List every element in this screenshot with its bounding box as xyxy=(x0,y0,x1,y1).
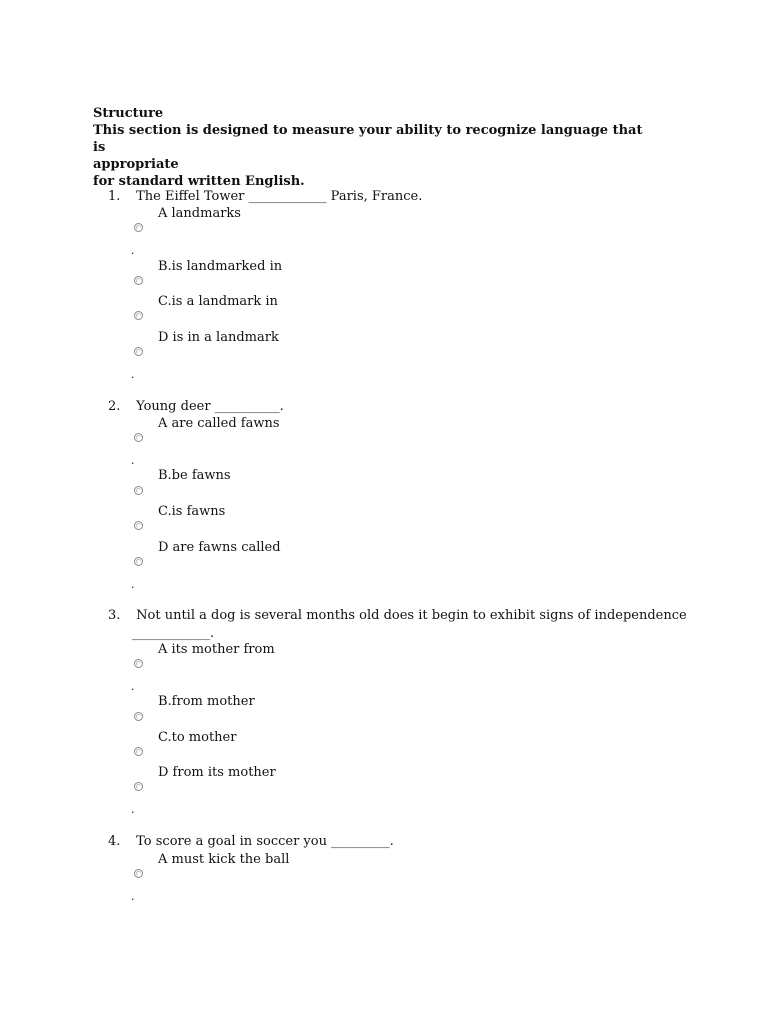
option-radio[interactable] xyxy=(134,521,143,530)
trailing-dot: . xyxy=(131,454,135,467)
question-text: Not until a dog is several months old does it begin to exhibit signs of independence xyxy=(136,608,687,623)
option-label: A are called fawns xyxy=(158,416,280,431)
option-radio[interactable] xyxy=(134,433,143,442)
option-radio[interactable] xyxy=(134,712,143,721)
section-instructions-line-2: appropriate xyxy=(93,157,179,172)
option-radio[interactable] xyxy=(134,486,143,495)
option-radio[interactable] xyxy=(134,869,143,878)
option-label: A its mother from xyxy=(158,642,275,657)
question-number: 2. xyxy=(108,399,121,414)
trailing-dot: . xyxy=(131,244,135,257)
question-text: The Eiffel Tower ____________ Paris, France. xyxy=(136,189,423,204)
trailing-dot: . xyxy=(131,368,135,381)
question-number: 1. xyxy=(108,189,121,204)
trailing-dot: . xyxy=(131,803,135,816)
section-instructions-line-3: for standard written English. xyxy=(93,174,305,189)
option-label: C.to mother xyxy=(158,730,237,745)
trailing-dot: . xyxy=(131,680,135,693)
question-text: Young deer __________. xyxy=(136,399,284,414)
option-label: A must kick the ball xyxy=(158,852,290,867)
question-text-continuation: ____________. xyxy=(132,626,215,641)
question-text: To score a goal in soccer you _________. xyxy=(136,834,394,849)
option-radio[interactable] xyxy=(134,347,143,356)
option-label: A landmarks xyxy=(158,206,241,221)
option-label: D from its mother xyxy=(158,765,276,780)
option-label: B.be fawns xyxy=(158,468,231,483)
option-radio[interactable] xyxy=(134,782,143,791)
option-label: D are fawns called xyxy=(158,540,281,555)
section-title: Structure xyxy=(93,106,164,121)
option-radio[interactable] xyxy=(134,747,143,756)
option-label: B.from mother xyxy=(158,694,255,709)
option-radio[interactable] xyxy=(134,659,143,668)
option-label: B.is landmarked in xyxy=(158,259,283,274)
option-label: D is in a landmark xyxy=(158,330,279,345)
section-instructions-line-1: This section is designed to measure your ability to recognize language that is xyxy=(93,123,643,155)
trailing-dot: . xyxy=(131,578,135,591)
option-label: C.is fawns xyxy=(158,504,226,519)
option-radio[interactable] xyxy=(134,276,143,285)
option-label: C.is a landmark in xyxy=(158,294,278,309)
option-radio[interactable] xyxy=(134,311,143,320)
option-radio[interactable] xyxy=(134,557,143,566)
section-header xyxy=(93,105,653,190)
option-radio[interactable] xyxy=(134,223,143,232)
question-number: 3. xyxy=(108,608,121,623)
question-number: 4. xyxy=(108,834,121,849)
trailing-dot: . xyxy=(131,890,135,903)
